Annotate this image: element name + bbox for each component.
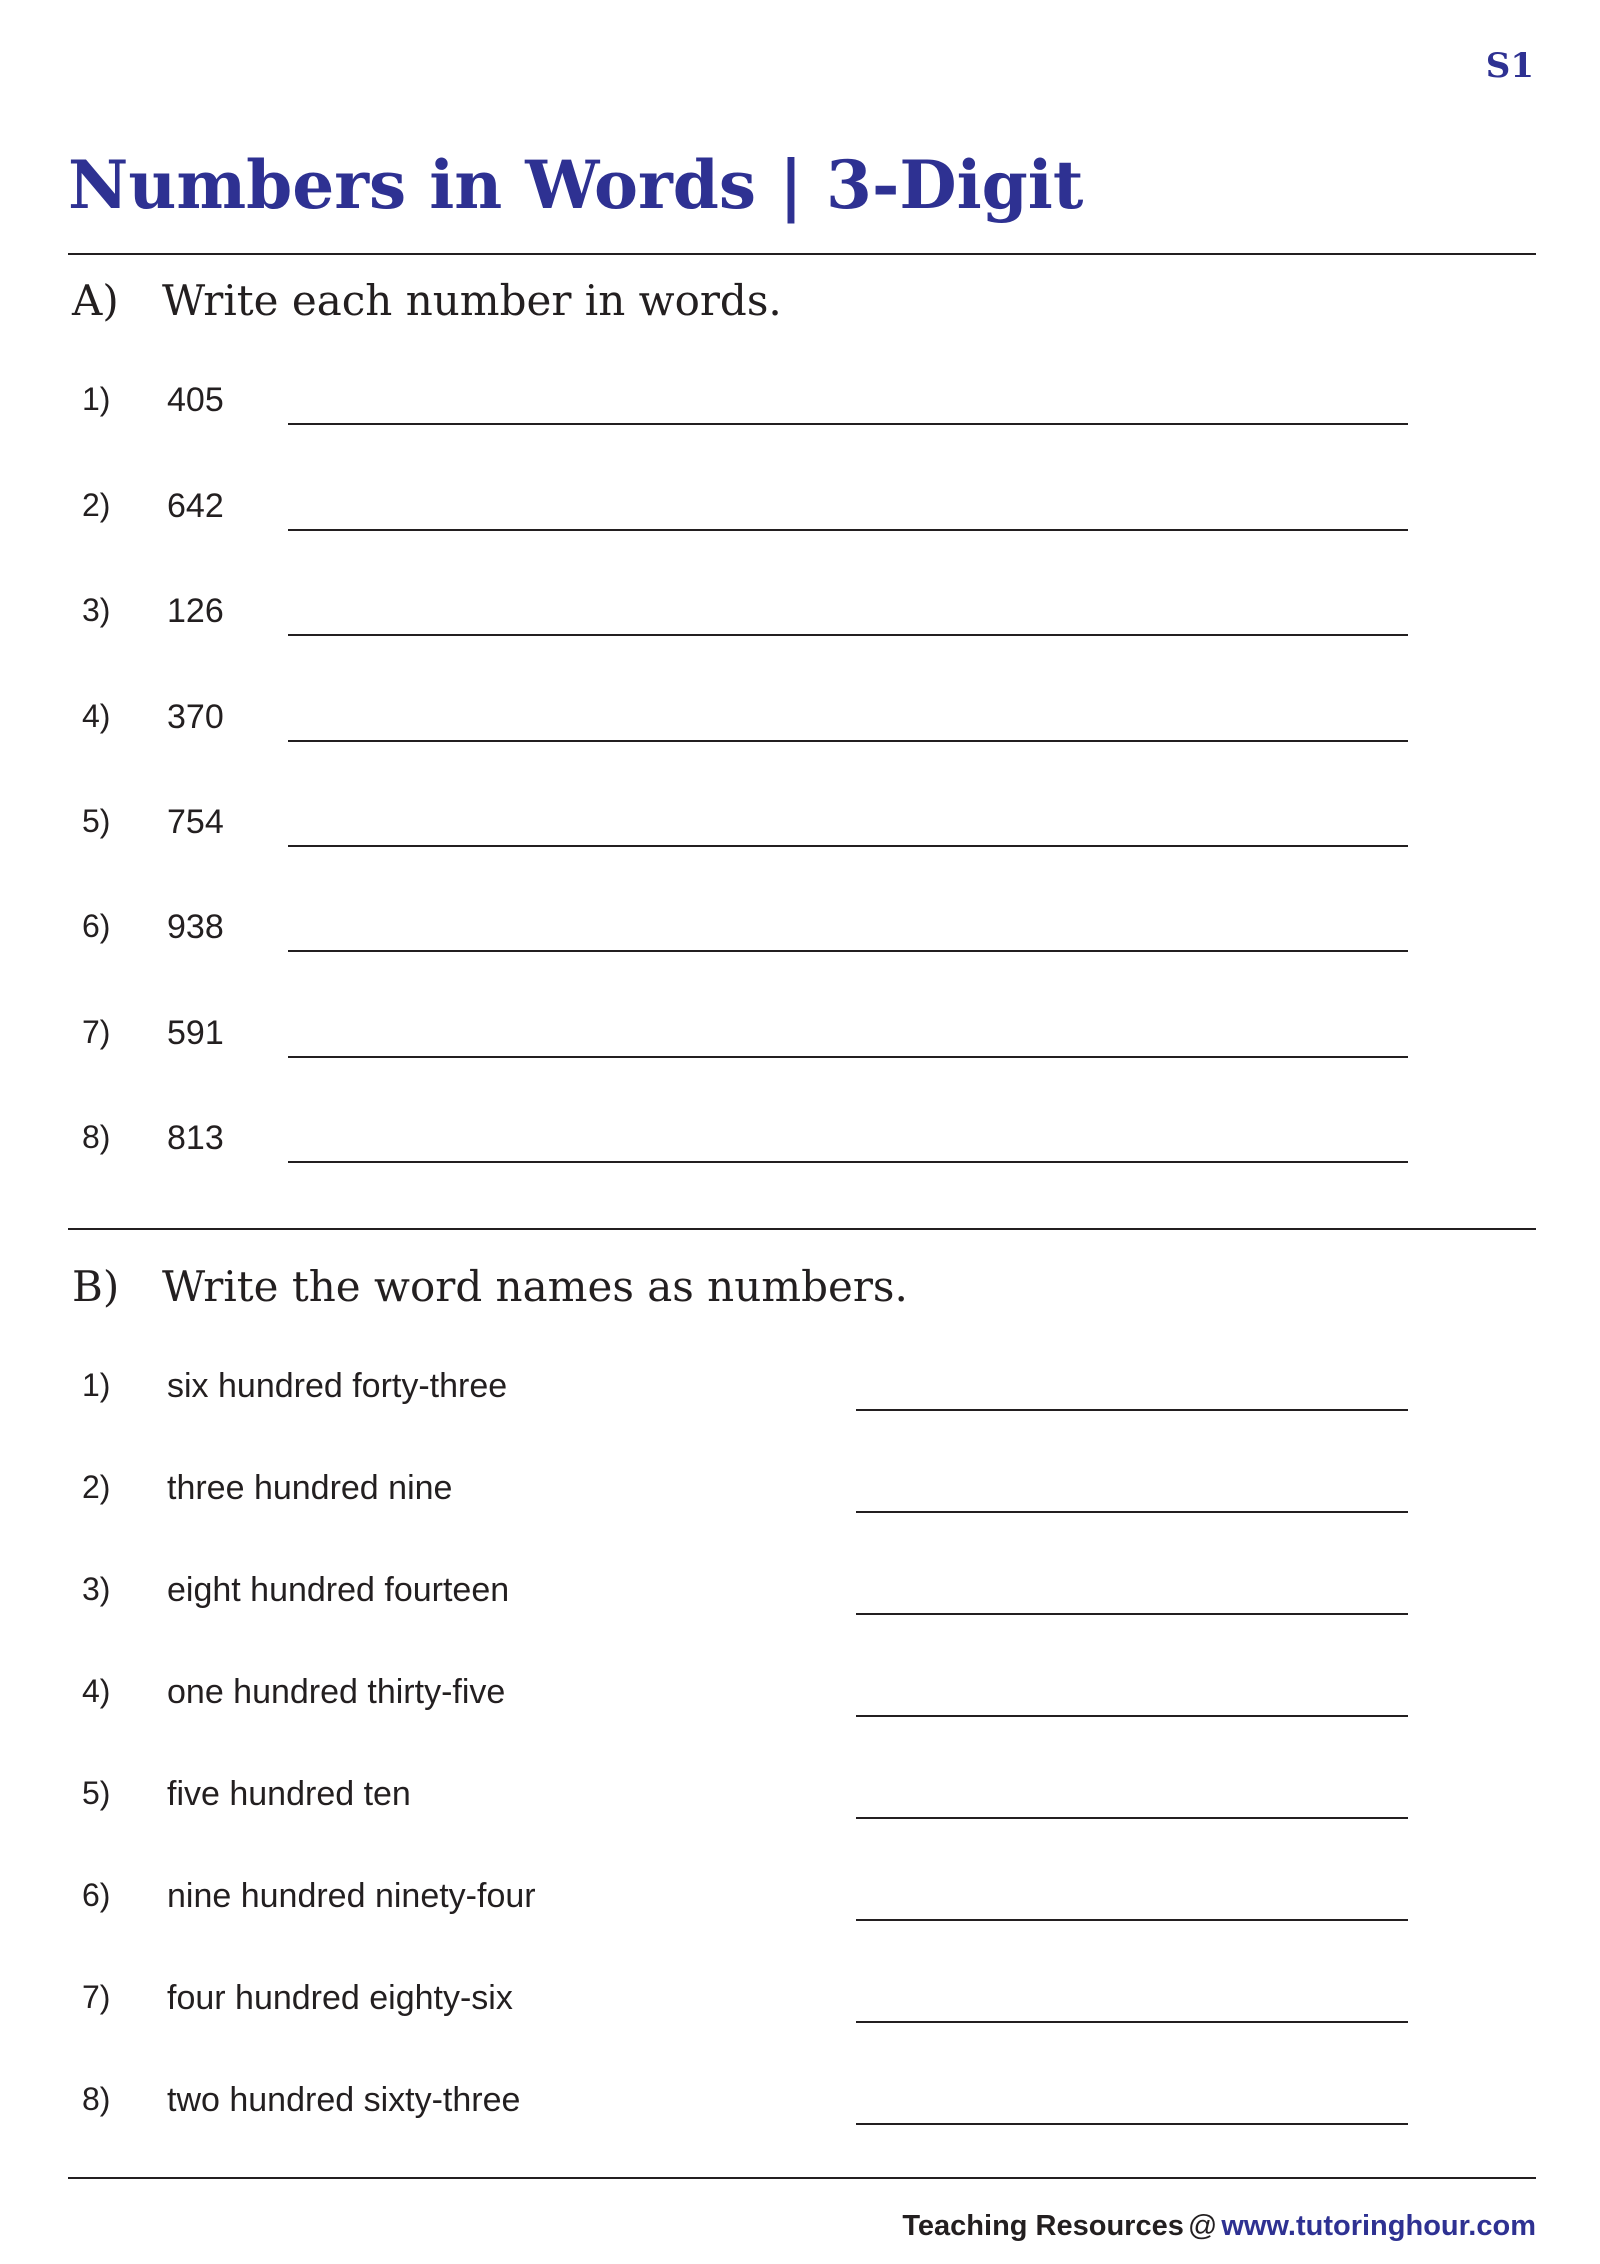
section-a-letter: A): [72, 276, 119, 325]
item-prompt: 126: [167, 592, 224, 630]
item-prompt: eight hundred fourteen: [167, 1571, 510, 1609]
item-prompt: nine hundred ninety-four: [167, 1877, 536, 1915]
list-item: [0, 1121, 1600, 1181]
item-number: 5): [82, 1775, 111, 1811]
answer-line[interactable]: [856, 2021, 1408, 2023]
footer-divider: [68, 2177, 1536, 2179]
item-number: 5): [82, 803, 111, 839]
item-number: 1): [82, 1367, 111, 1403]
list-item: [0, 383, 1600, 443]
list-item: [0, 1675, 1600, 1735]
answer-line[interactable]: [288, 740, 1408, 742]
list-item: [0, 1369, 1600, 1429]
list-item: [0, 1777, 1600, 1837]
answer-line[interactable]: [288, 1161, 1408, 1163]
footer: [902, 2210, 1536, 2243]
item-prompt: 754: [167, 803, 224, 841]
item-prompt: 591: [167, 1014, 224, 1052]
item-prompt: 642: [167, 487, 224, 525]
item-number: 4): [82, 698, 111, 734]
sheet-code: S1: [1485, 46, 1534, 86]
title-divider: [68, 253, 1536, 255]
answer-line[interactable]: [856, 1409, 1408, 1411]
item-prompt: 370: [167, 698, 224, 736]
footer-at: @: [1187, 2210, 1218, 2242]
list-item: [0, 489, 1600, 549]
item-number: 7): [82, 1014, 111, 1050]
item-number: 6): [82, 908, 111, 944]
list-item: [0, 1981, 1600, 2041]
item-number: 4): [82, 1673, 111, 1709]
list-item: [0, 594, 1600, 654]
answer-line[interactable]: [288, 950, 1408, 952]
item-prompt: 405: [167, 381, 224, 419]
item-number: 8): [82, 1119, 111, 1155]
footer-url-link[interactable]: www.tutoringhour.com: [1221, 2210, 1536, 2242]
item-prompt: three hundred nine: [167, 1469, 453, 1507]
answer-line[interactable]: [288, 634, 1408, 636]
item-number: 3): [82, 592, 111, 628]
section-b-letter: B): [72, 1262, 120, 1311]
item-number: 3): [82, 1571, 111, 1607]
answer-line[interactable]: [288, 1056, 1408, 1058]
item-number: 8): [82, 2081, 111, 2117]
section-b-heading: [72, 1262, 908, 1311]
item-number: 2): [82, 1469, 111, 1505]
item-number: 7): [82, 1979, 111, 2015]
answer-line[interactable]: [288, 845, 1408, 847]
answer-line[interactable]: [288, 423, 1408, 425]
section-b-instruction: Write the word names as numbers.: [162, 1262, 908, 1311]
list-item: [0, 2083, 1600, 2143]
item-prompt: 813: [167, 1119, 224, 1157]
section-a-instruction: Write each number in words.: [162, 276, 782, 325]
footer-label: Teaching Resources: [902, 2210, 1184, 2242]
answer-line[interactable]: [856, 1511, 1408, 1513]
answer-line[interactable]: [856, 2123, 1408, 2125]
list-item: [0, 700, 1600, 760]
item-number: 1): [82, 381, 111, 417]
item-prompt: two hundred sixty-three: [167, 2081, 521, 2119]
answer-line[interactable]: [856, 1715, 1408, 1717]
item-prompt: five hundred ten: [167, 1775, 411, 1813]
answer-line[interactable]: [856, 1817, 1408, 1819]
answer-line[interactable]: [856, 1613, 1408, 1615]
list-item: [0, 1471, 1600, 1531]
item-prompt: one hundred thirty-five: [167, 1673, 506, 1711]
list-item: [0, 1016, 1600, 1076]
answer-line[interactable]: [856, 1919, 1408, 1921]
list-item: [0, 1879, 1600, 1939]
item-prompt: six hundred forty-three: [167, 1367, 508, 1405]
section-divider: [68, 1228, 1536, 1230]
answer-line[interactable]: [288, 529, 1408, 531]
item-prompt: 938: [167, 908, 224, 946]
page-title: Numbers in Words | 3-Digit: [68, 146, 1084, 224]
list-item: [0, 910, 1600, 970]
item-number: 2): [82, 487, 111, 523]
item-prompt: four hundred eighty-six: [167, 1979, 513, 2017]
list-item: [0, 1573, 1600, 1633]
section-a-heading: [72, 276, 782, 325]
item-number: 6): [82, 1877, 111, 1913]
list-item: [0, 805, 1600, 865]
